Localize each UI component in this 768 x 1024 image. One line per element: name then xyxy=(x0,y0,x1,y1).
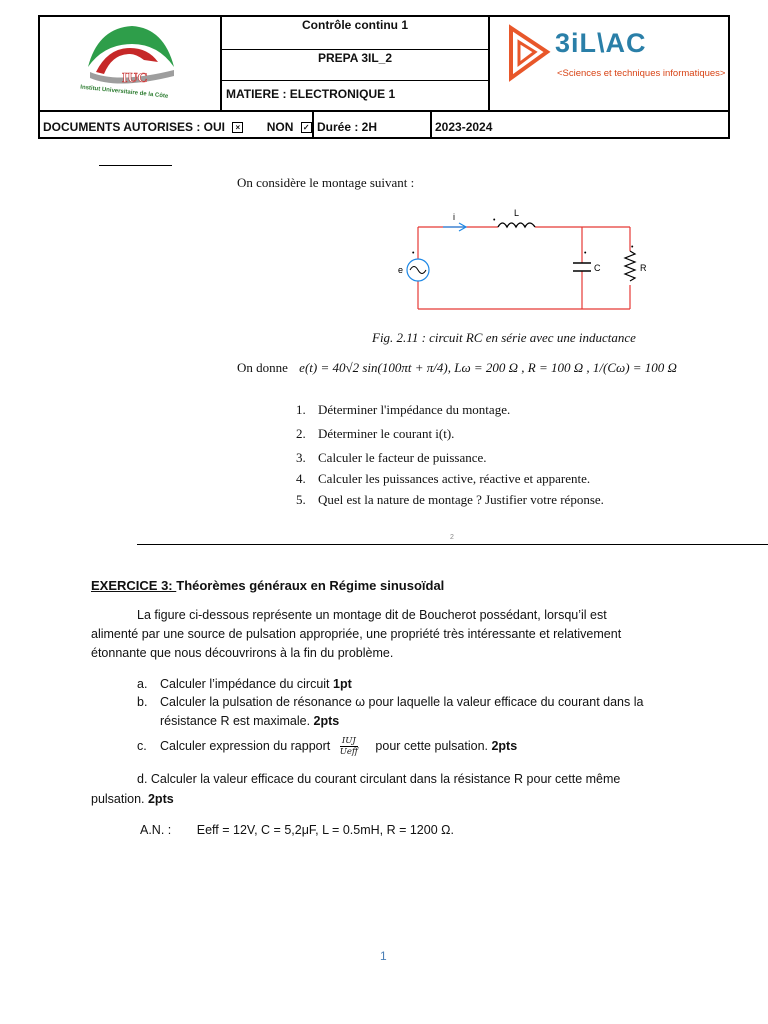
short-rule xyxy=(99,165,172,166)
3il-logo-tagline: <Sciences et techniques informatiques> xyxy=(557,68,726,79)
paragraph-line-3: étonnante que nous découvrirons à la fin du problème. xyxy=(91,646,394,660)
item-d-cont: pulsation. 2pts xyxy=(91,792,174,806)
checkbox-x-icon: × xyxy=(232,122,243,133)
given-prefix: On donne xyxy=(237,360,288,375)
page-number: 1 xyxy=(380,949,387,963)
exam-type: Contrôle continu 1 xyxy=(302,18,408,32)
item-a: a. Calculer l’impédance du circuit 1pt xyxy=(137,677,352,691)
class-label: PREPA 3IL_2 xyxy=(318,51,393,65)
question-1: 1. Déterminer l'impédance du montage. xyxy=(296,402,511,417)
paragraph-line-1: La figure ci-dessous représente un montage dit de Boucherot possédant, lorsqu’il est xyxy=(137,608,607,622)
given-values xyxy=(237,360,677,376)
exercise2-intro: On considère le montage suivant : xyxy=(237,175,415,190)
figure-caption: Fig. 2.11 : circuit RC en série avec une inductance xyxy=(372,330,636,345)
inductor-label: L xyxy=(514,208,520,218)
duration-label: Durée : 2H xyxy=(317,120,378,134)
question-4: 4. Calculer les puissances active, réactive et apparente. xyxy=(296,471,591,486)
item-b: b. Calculer la pulsation de résonance ω pour laquelle la valeur efficace du courant dans la xyxy=(137,695,644,709)
svg-text:•: • xyxy=(412,250,415,257)
iuc-logo-subtitle: Institut Universitaire de la Côte xyxy=(79,84,169,100)
item-b-cont: résistance R est maximale. 2pts xyxy=(160,714,340,728)
play-triangle-icon xyxy=(505,24,551,82)
section-divider xyxy=(137,544,768,545)
svg-text:IUC: IUC xyxy=(122,71,148,86)
year-label: 2023-2024 xyxy=(435,120,493,134)
question-3: 3. Calculer le facteur de puissance. xyxy=(296,450,487,465)
resistor-icon xyxy=(625,251,635,281)
subject-label: MATIERE : ELECTRONIQUE 1 xyxy=(226,87,396,101)
page-mark: 2 xyxy=(450,534,454,541)
numerical-application xyxy=(140,823,454,837)
paragraph-line-2: alimenté par une source de pulsation appropriée, une propriété très intéressante et relativement xyxy=(91,627,622,641)
current-label: i xyxy=(453,212,455,222)
3il-logo-name: 3iL\AC xyxy=(555,28,647,58)
exercise3-title-label: EXERCICE 3: xyxy=(91,578,177,593)
svg-text:•: • xyxy=(631,244,634,251)
checkbox-check-icon: ✓ xyxy=(301,122,312,133)
question-2: 2. Déterminer le courant i(t). xyxy=(296,426,455,441)
capacitor-label: C xyxy=(594,263,601,273)
item-c: c. Calculer expression du rapport 𝐼𝑈𝐽 Ueff pour cette pulsation. 2pts xyxy=(137,736,518,757)
inductor-icon xyxy=(498,223,535,227)
resistor-label: R xyxy=(640,263,647,273)
given-formula: e(t) = 40√2 sin(100πt + π/4), Lω = 200 Ω , R = 100 Ω , 1/(Cω) = 100 Ω xyxy=(299,360,677,375)
documents-no-label: NON xyxy=(266,120,294,134)
documents-yes-label: DOCUMENTS AUTORISES : OUI xyxy=(43,120,226,134)
exercise3-title-text: Théorèmes généraux en Régime sinusoïdal xyxy=(176,578,445,593)
svg-text:•: • xyxy=(584,250,587,257)
3il-logo xyxy=(505,24,726,82)
an-values: Eeff = 12V, C = 5,2μF, L = 0.5mH, R = 1200 Ω. xyxy=(196,823,454,837)
circuit-diagram xyxy=(395,205,645,315)
item-d: d. Calculer la valeur efficace du courant circulant dans la résistance R pour cette même xyxy=(137,772,621,786)
documents-allowed xyxy=(43,120,312,134)
iuc-logo xyxy=(78,22,182,106)
question-5: 5. Quel est la nature de montage ? Justifier votre réponse. xyxy=(296,492,604,507)
ratio-fraction: 𝐼𝑈𝐽 Ueff xyxy=(339,736,358,757)
exercise3-title xyxy=(91,578,444,593)
an-label: A.N. : xyxy=(140,823,172,837)
source-label: e xyxy=(398,265,404,275)
svg-text:•: • xyxy=(493,217,496,224)
